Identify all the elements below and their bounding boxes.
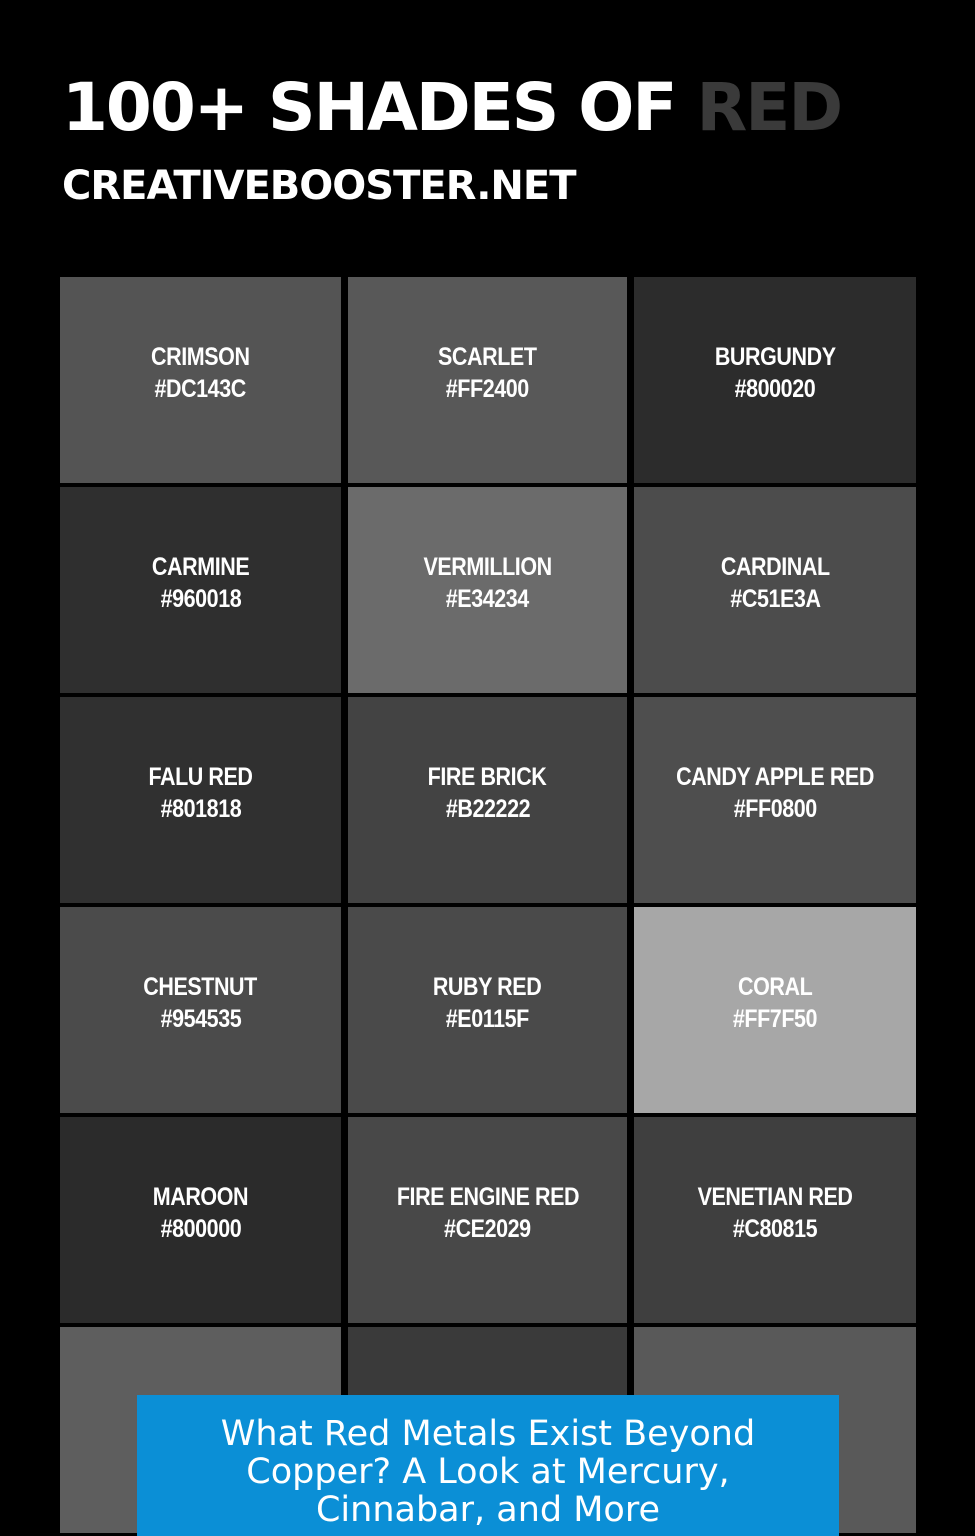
color-swatch [634,907,916,1113]
swatch-name: RUBY RED [433,973,542,1001]
swatch-name: CARDINAL [720,553,830,581]
color-swatch [60,697,341,903]
swatch-name: CANDY APPLE RED [676,763,874,791]
color-swatch [634,277,916,483]
title-accent: RED [696,69,842,146]
swatch-name: CHESTNUT [143,973,258,1001]
article-banner[interactable] [137,1395,839,1536]
site-name: CREATIVEBOOSTER.NET [62,163,576,209]
color-swatch [60,277,341,483]
swatch-hex: #B22222 [445,795,530,823]
swatch-name: VENETIAN RED [697,1183,853,1211]
color-swatch [60,1117,341,1323]
color-swatch [348,697,627,903]
swatch-name: VERMILLION [423,553,552,581]
swatch-hex: #C80815 [732,1215,818,1243]
swatch-hex: #FF2400 [445,375,530,403]
swatch-name: FALU RED [148,763,253,791]
swatch-hex: #960018 [160,585,241,613]
swatch-name: MAROON [152,1183,249,1211]
color-swatch [60,487,341,693]
color-swatch [634,1117,916,1323]
color-swatch [634,487,916,693]
title-main: 100+ SHADES OF [62,69,697,146]
swatch-hex: #CE2029 [444,1215,531,1243]
swatch-hex: #DC143C [154,375,247,403]
swatch-hex: #E34234 [445,585,530,613]
swatch-name: CRIMSON [151,343,250,371]
color-swatch [348,1117,627,1323]
swatch-hex: #954535 [160,1005,241,1033]
swatch-grid [60,277,916,1536]
color-swatch [634,697,916,903]
color-swatch [60,907,341,1113]
swatch-name: CORAL [737,973,813,1001]
banner-text[interactable]: What Red Metals Exist Beyond Copper? A Look at Mercury, Cinnabar, and More [220,1414,756,1530]
swatch-hex: #FF0800 [733,795,817,823]
swatch-name: CARMINE [151,553,250,581]
color-swatch [348,487,627,693]
swatch-name: FIRE BRICK [428,763,547,791]
color-swatch [348,907,627,1113]
swatch-name: BURGUNDY [714,343,836,371]
page-title [62,66,841,150]
swatch-name: SCARLET [438,343,537,371]
swatch-hex: #FF7F50 [732,1005,818,1033]
swatch-hex: #E0115F [445,1005,530,1033]
swatch-name: FIRE ENGINE RED [396,1183,579,1211]
swatch-hex: #800020 [734,375,816,403]
swatch-hex: #800000 [160,1215,241,1243]
swatch-hex: #C51E3A [729,585,821,613]
swatch-hex: #801818 [160,795,241,823]
color-swatch [348,277,627,483]
